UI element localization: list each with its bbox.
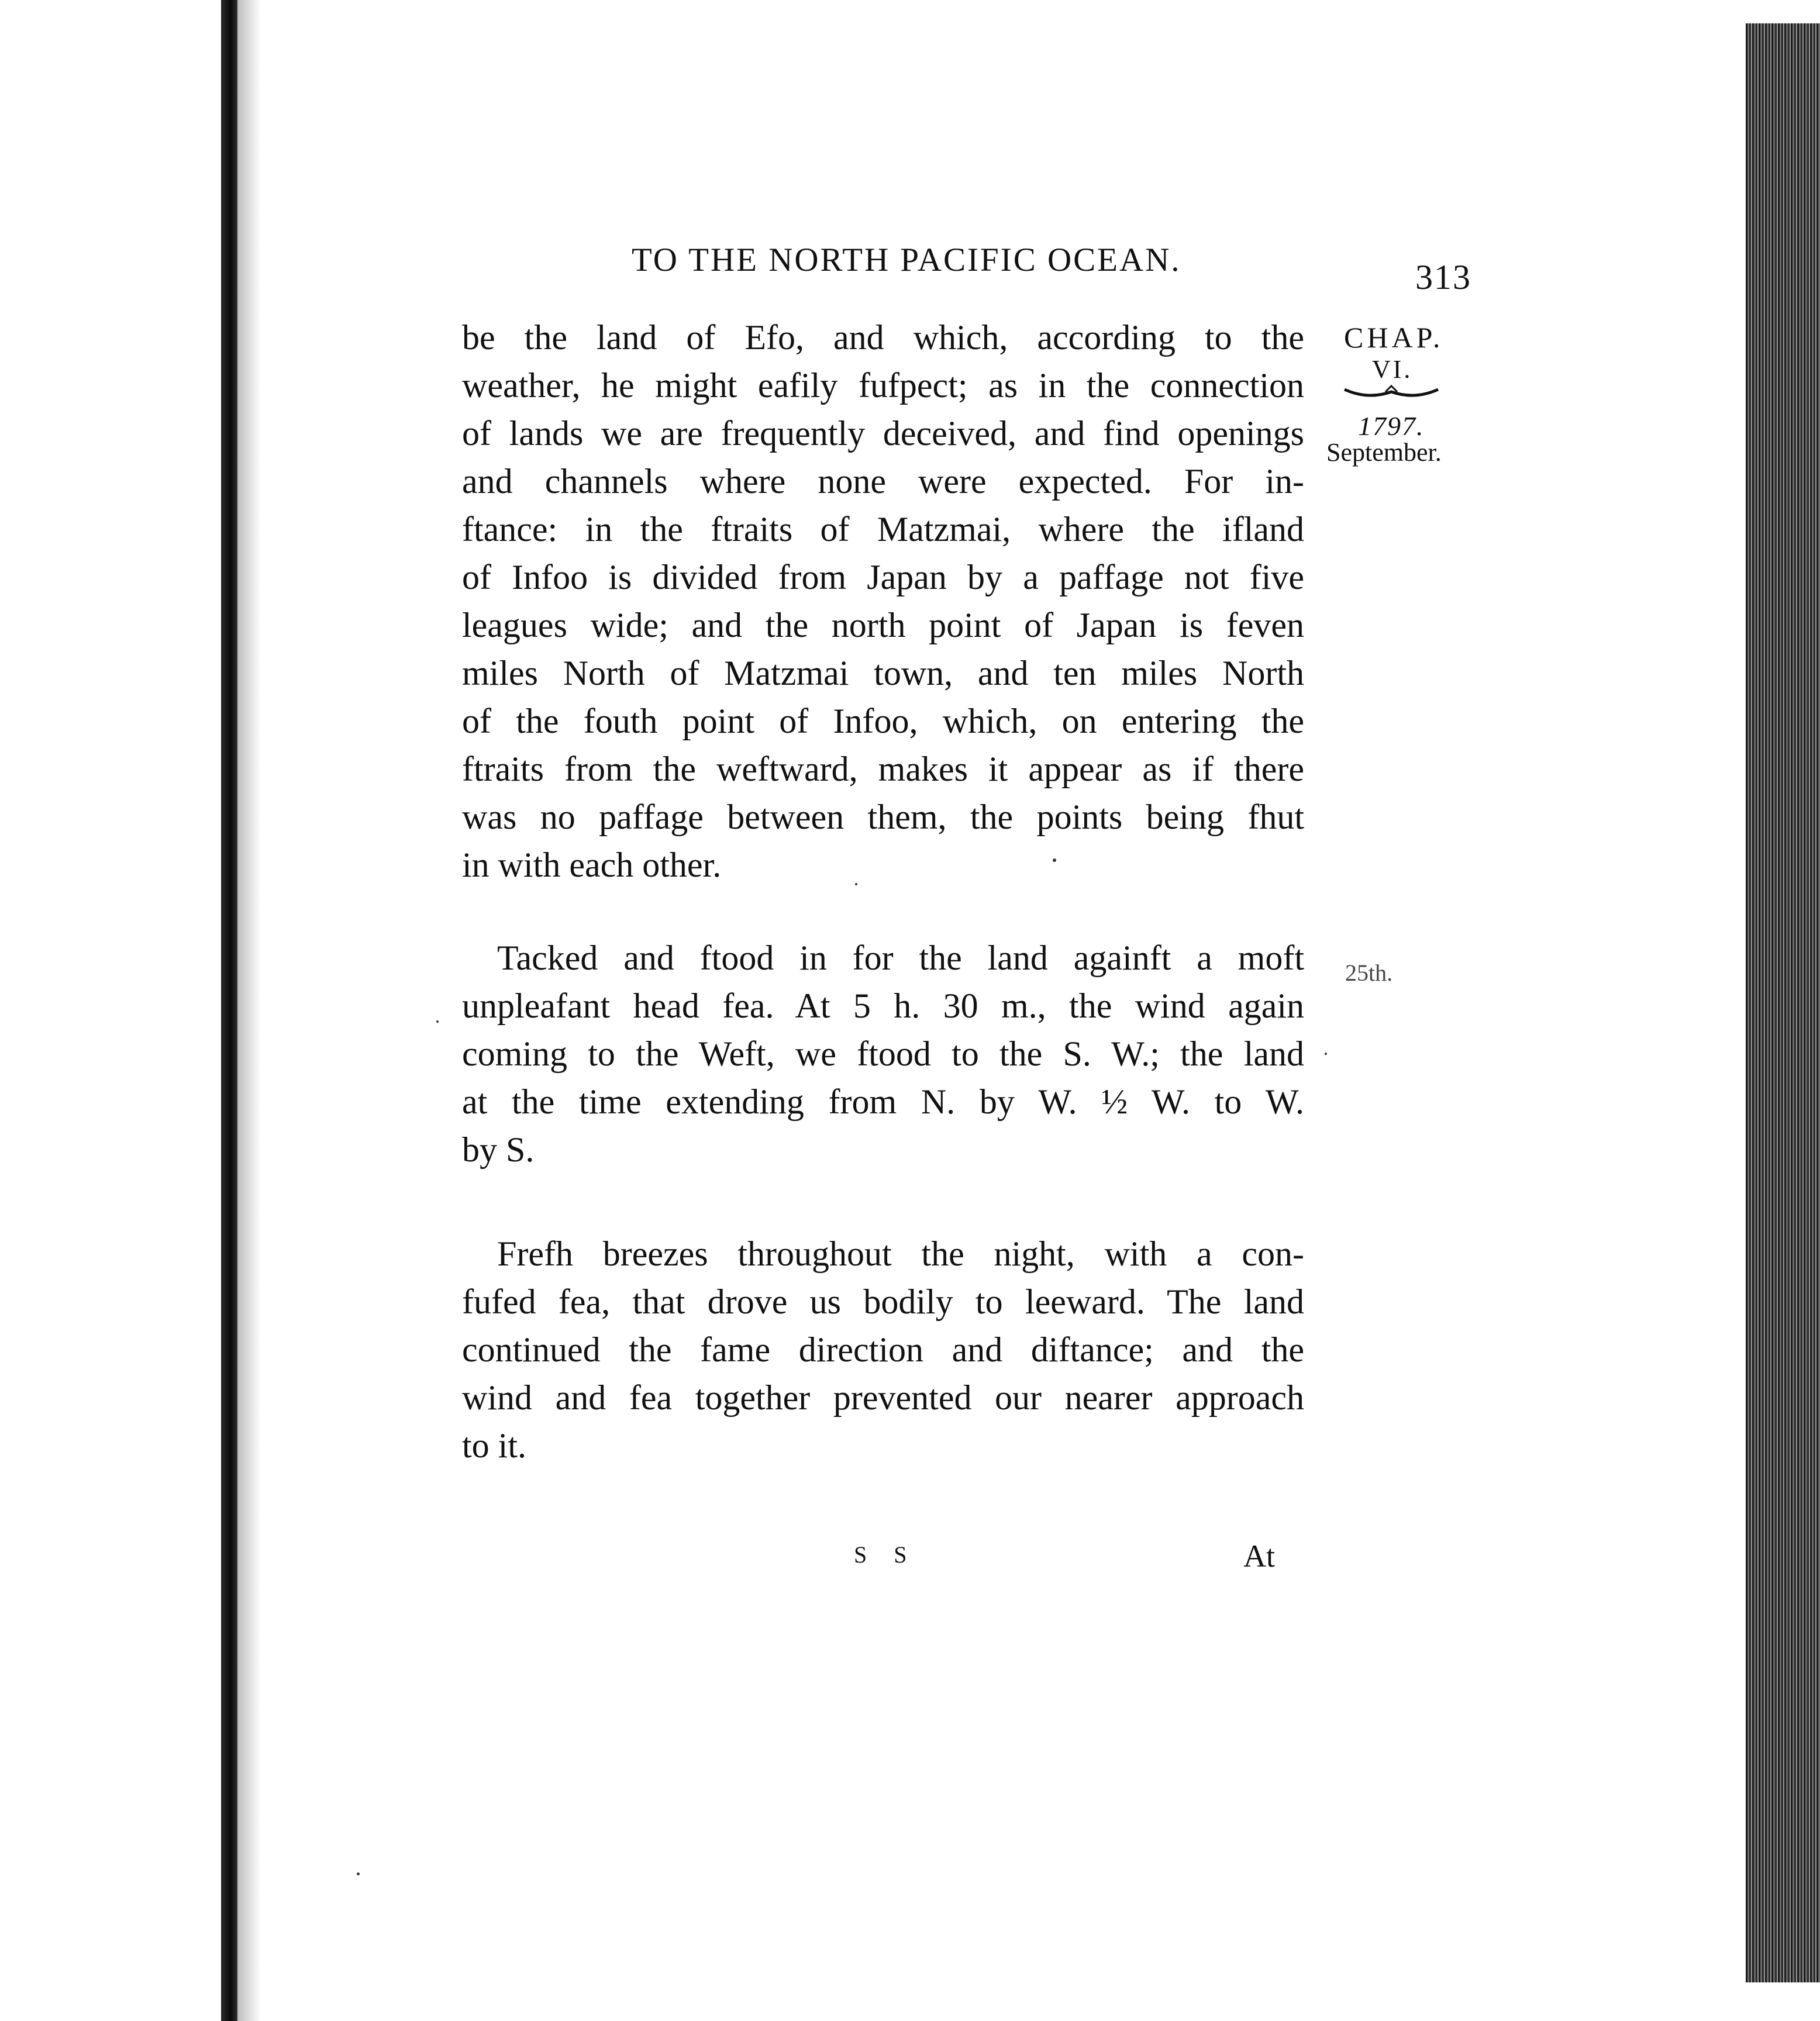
text-line: of the fouth point of Infoo, which, on entering the [462, 702, 1304, 740]
paragraph-3 [462, 1230, 1304, 1470]
text-line: continued the fame direction and diftance; and the [462, 1330, 1304, 1369]
book-gutter [221, 0, 237, 2021]
text-line: coming to the Weft, we ftood to the S. W.; the land [462, 1034, 1304, 1073]
side-note-year: 1797. [1358, 411, 1425, 441]
scan-speck [855, 883, 857, 885]
text-line: wind and fea together prevented our nearer approach [462, 1378, 1304, 1417]
signature-mark: S S [854, 1541, 918, 1568]
catchword: At [1243, 1539, 1275, 1574]
text-line: and channels where none were expected. For in- [462, 462, 1304, 501]
text-line: in with each other. [462, 846, 722, 884]
scan-speck [1325, 1053, 1327, 1055]
scan-speck [357, 1872, 360, 1875]
text-line: by S. [462, 1130, 535, 1169]
text-line: weather, he might eafily fufpect; as in the connection [462, 366, 1304, 405]
page-edges-top-gap [1746, 0, 1820, 23]
text-line: unpleafant head fea. At 5 h. 30 m., the wind again [462, 987, 1304, 1025]
paragraph-2 [462, 934, 1304, 1174]
page-edges-bottom-gap [1746, 1982, 1820, 2021]
scan-speck [1053, 858, 1056, 862]
facing-page-blank [0, 0, 221, 2021]
gutter-shadow [237, 0, 261, 2021]
text-line: fufed fea, that drove us bodily to leeward. The land [462, 1282, 1304, 1321]
text-line: Tacked and ftood in for the land againft a moft [497, 939, 1304, 977]
text-line: be the land of Efo, and which, according to the [462, 318, 1304, 357]
page-number: 313 [1415, 258, 1471, 296]
page-edges [1746, 0, 1820, 2021]
scan-speck [436, 1020, 439, 1023]
text-line: of lands we are frequently deceived, and find openings [462, 414, 1304, 453]
text-line: leagues wide; and the north point of Japan is feven [462, 606, 1304, 644]
side-note-chapter: CHAP. [1344, 321, 1444, 354]
flourish-ornament [1342, 382, 1441, 400]
text-line: ftraits from the weftward, makes it appear as if there [462, 750, 1304, 788]
text-line: of Infoo is divided from Japan by a paffage not five [462, 558, 1304, 596]
text-line: at the time extending from N. by W. ½ W. to W. [462, 1082, 1304, 1121]
side-note-month: September. [1326, 438, 1442, 467]
side-note-day: 25th. [1345, 960, 1393, 986]
text-line: miles North of Matzmai town, and ten miles North [462, 654, 1304, 692]
text-line: to it. [462, 1426, 527, 1465]
side-note-chapter-number: VI. [1372, 355, 1413, 384]
running-head: TO THE NORTH PACIFIC OCEAN. [632, 242, 1181, 278]
text-line: was no paffage between them, the points being fhut [462, 798, 1304, 836]
text-line: Frefh breezes throughout the night, with a con- [497, 1234, 1304, 1273]
text-line: ftance: in the ftraits of Matzmai, where the ifland [462, 510, 1304, 549]
paragraph-1 [462, 313, 1304, 889]
